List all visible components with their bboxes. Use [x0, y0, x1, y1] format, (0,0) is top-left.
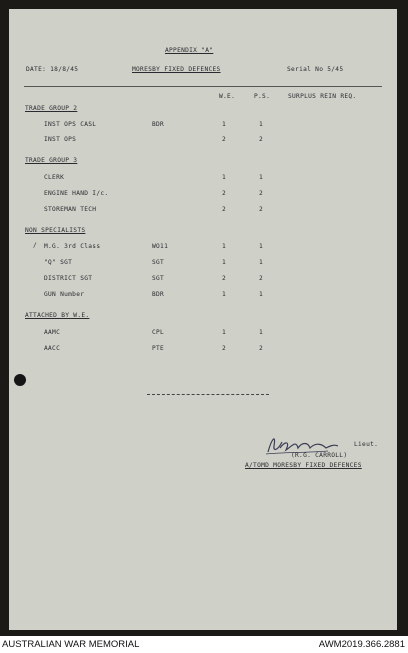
- row-ps: 1: [259, 174, 264, 181]
- row-ps: 2: [259, 136, 264, 143]
- row-name: GUN Number: [44, 291, 85, 298]
- row-name: INST OPS: [44, 136, 77, 143]
- caption-bar: [0, 636, 408, 653]
- row-rank: CPL: [152, 329, 165, 336]
- group-title: TRADE GROUP 3: [25, 157, 78, 164]
- row-ps: 1: [259, 243, 264, 250]
- punch-hole: [14, 374, 26, 386]
- row-ps: 1: [259, 259, 264, 266]
- row-name: AAMC: [44, 329, 61, 336]
- row-name: "Q" SGT: [44, 259, 73, 266]
- row-name: ENGINE HAND I/c.: [44, 190, 109, 197]
- signatory-rank: Lieut.: [354, 441, 379, 448]
- row-rank: WO11: [152, 243, 169, 250]
- appendix-title: APPENDIX "A": [165, 47, 214, 54]
- row-name: CLERK: [44, 174, 65, 181]
- col-surplus-header: SURPLUS REIN REQ.: [288, 93, 357, 100]
- document-page: [9, 9, 397, 630]
- row-ps: 2: [259, 345, 264, 352]
- row-ps: 1: [259, 121, 264, 128]
- row-name: M.G. 3rd Class: [44, 243, 101, 250]
- row-we: 1: [222, 243, 227, 250]
- row-name: INST OPS CASL: [44, 121, 97, 128]
- archive-accession-number: AWM2019.366.2881: [318, 639, 405, 650]
- col-we-header: W.E.: [219, 93, 236, 100]
- row-rank: BDR: [152, 121, 165, 128]
- signatory-name: (R.G. CARROLL): [291, 452, 348, 459]
- row-we: 2: [222, 136, 227, 143]
- col-ps-header: P.S.: [254, 93, 271, 100]
- row-we: 1: [222, 291, 227, 298]
- row-ps: 1: [259, 291, 264, 298]
- unit-heading: MORESBY FIXED DEFENCES: [132, 66, 221, 73]
- row-we: 1: [222, 174, 227, 181]
- row-rank: BDR: [152, 291, 165, 298]
- pen-tick-mark: /: [33, 242, 38, 249]
- row-ps: 2: [259, 275, 264, 282]
- row-rank: PTE: [152, 345, 165, 352]
- row-we: 2: [222, 345, 227, 352]
- row-we: 1: [222, 329, 227, 336]
- row-ps: 2: [259, 206, 264, 213]
- end-rule: [147, 394, 269, 395]
- archive-name: AUSTRALIAN WAR MEMORIAL: [2, 639, 140, 650]
- row-we: 1: [222, 121, 227, 128]
- signatory-appointment: A/TOMD MORESBY FIXED DEFENCES: [245, 462, 362, 469]
- date-label: DATE: 18/8/45: [26, 66, 79, 73]
- row-ps: 1: [259, 329, 264, 336]
- row-we: 1: [222, 259, 227, 266]
- group-title: TRADE GROUP 2: [25, 105, 78, 112]
- row-name: AACC: [44, 345, 61, 352]
- row-ps: 2: [259, 190, 264, 197]
- row-rank: SGT: [152, 275, 165, 282]
- row-we: 2: [222, 206, 227, 213]
- row-name: DISTRICT SGT: [44, 275, 93, 282]
- group-title: ATTACHED BY W.E.: [25, 312, 90, 319]
- row-rank: SGT: [152, 259, 165, 266]
- serial-number: Serial No 5/45: [287, 66, 344, 73]
- row-we: 2: [222, 275, 227, 282]
- header-rule: [24, 86, 382, 87]
- row-we: 2: [222, 190, 227, 197]
- row-name: STOREMAN TECH: [44, 206, 97, 213]
- group-title: NON SPECIALISTS: [25, 227, 86, 234]
